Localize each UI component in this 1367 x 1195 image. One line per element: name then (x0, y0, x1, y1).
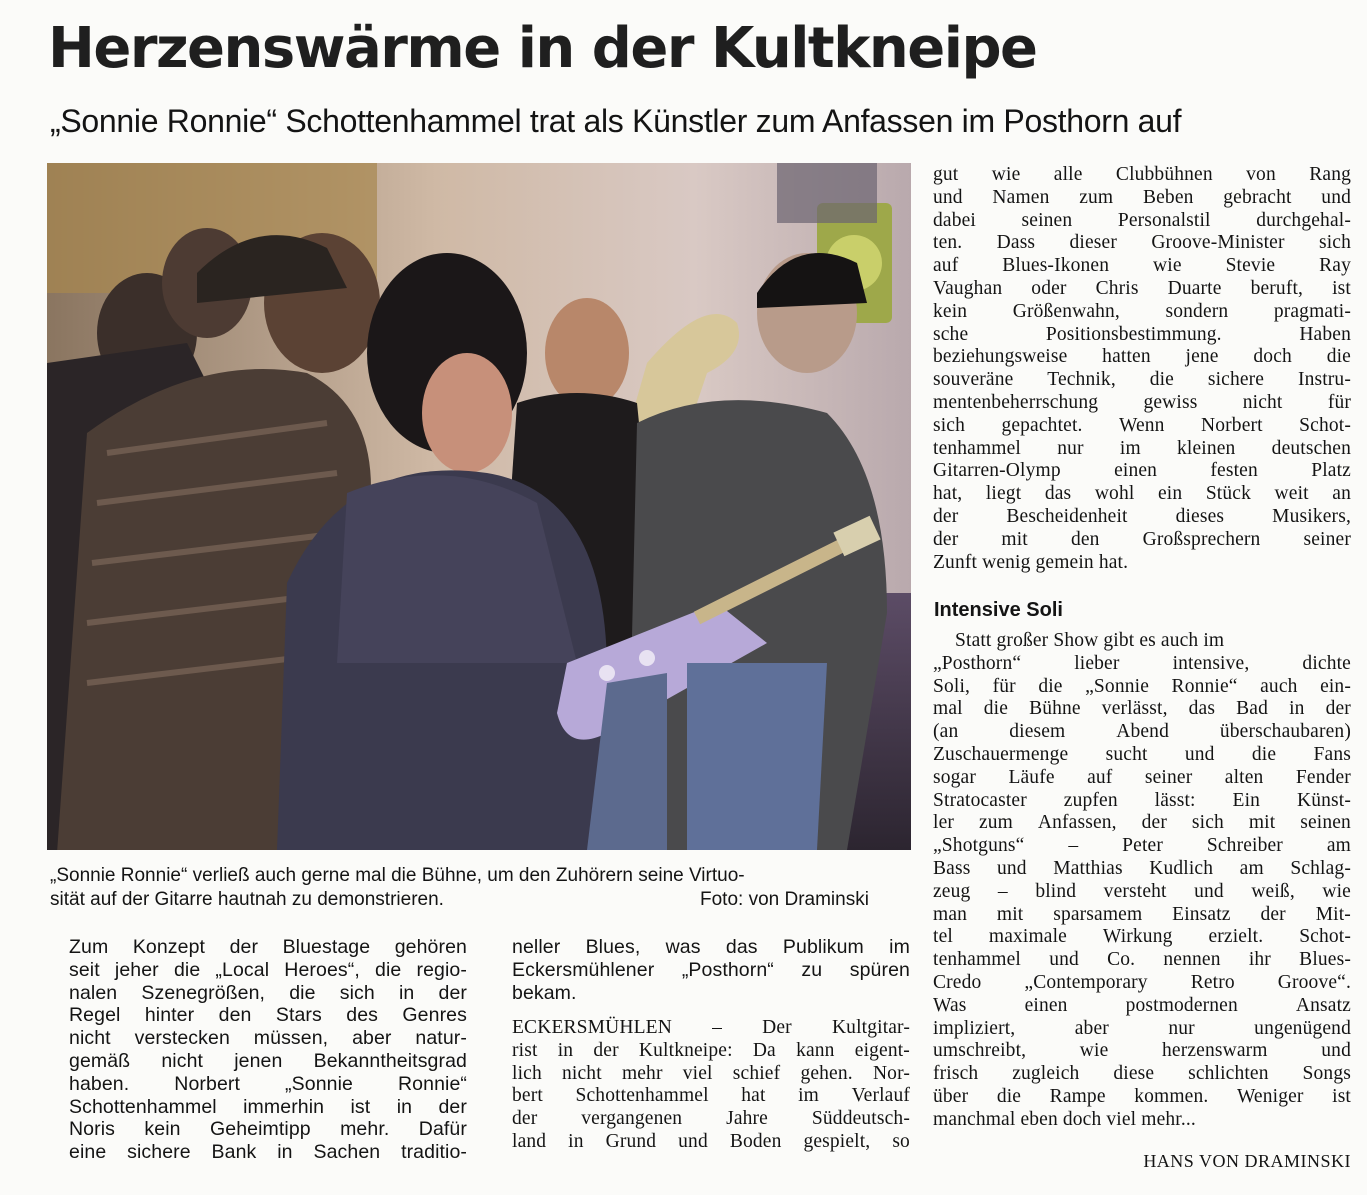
body-mid-line: lich nicht mehr viel schief gehen. Nor- (512, 1062, 910, 1084)
body-right-line: „Shotguns“ – Peter Schreiber am (933, 835, 1351, 857)
byline: HANS VON DRAMINSKI (1143, 1151, 1351, 1171)
body-right-line: ler zum Anfassen, der sich mit seinen (933, 812, 1351, 834)
intro-left-line: seit jeher die „Local Heroes“, die regio- (69, 958, 467, 981)
intro-left-line: eine sichere Bank in Sachen traditio- (69, 1141, 467, 1164)
article-photo (47, 163, 911, 850)
intro-left-line: Noris kein Geheimtipp mehr. Dafür (69, 1118, 467, 1141)
body-mid-line: der vergangenen Jahre Süddeutsch- (512, 1108, 910, 1130)
body-right-line: kein Größenwahn, sondern pragmati- (933, 300, 1351, 322)
body-mid-line: bert Schottenhammel hat im Verlauf (512, 1085, 910, 1107)
body-right-line: hat, liegt das wohl ein Stück weit an (933, 483, 1351, 505)
body-right-line: sogar Läufe auf seiner alten Fender (933, 766, 1351, 788)
body-mid-line: rist in der Kultkneipe: Da kann eigent- (512, 1039, 910, 1061)
body-right-line: Zunft wenig gemein hat. (933, 551, 1129, 573)
body-right-line: Soli, für die „Sonnie Ronnie“ auch ein- (933, 675, 1351, 697)
body-right-line: Zuschauermenge sucht und die Fans (933, 743, 1351, 765)
body-right-line: „Posthorn“ lieber intensive, dichte (933, 652, 1351, 674)
body-right-line: und Namen zum Beben gebracht und (933, 186, 1351, 208)
intro-left-line: haben. Norbert „Sonnie Ronnie“ (69, 1072, 467, 1095)
body-right-line: Gitarren-Olymp einen festen Platz (933, 460, 1351, 482)
body-right-line: der mit den Großsprechern seiner (933, 528, 1351, 550)
body-right-line: sich gepachtet. Wenn Norbert Schot- (933, 414, 1351, 436)
body-right-line: man mit sparsamem Einsatz der Mit- (933, 903, 1351, 925)
body-right-line: souveräne Technik, die sichere Instru- (933, 369, 1351, 391)
body-right-line: tenhammel und Co. nennen ihr Blues- (933, 949, 1351, 971)
body-mid-line: land in Grund und Boden gespielt, so (512, 1130, 910, 1152)
body-right-line: (an diesem Abend überschaubaren) (933, 721, 1351, 743)
intro-mid-column (512, 936, 910, 1004)
body-right-line: beziehungsweise hatten jene doch die (933, 346, 1351, 368)
body-right-line: Credo „Contemporary Retro Groove“. (933, 971, 1351, 993)
subheadline: „Sonnie Ronnie“ Schottenhammel trat als Künstler zum Anfassen im Posthorn auf (50, 103, 1182, 139)
body-right-line: über die Rampe kommen. Weniger ist (933, 1085, 1351, 1107)
body-right-top-column (933, 164, 1351, 574)
body-right-line: manchmal eben doch viel mehr... (933, 1108, 1196, 1130)
body-right-line: impliziert, aber nur ungenügend (933, 1017, 1351, 1039)
body-right-line: Was einen postmodernen Ansatz (933, 994, 1351, 1016)
body-right-line: umschreibt, wie herzenswarm und (933, 1040, 1351, 1062)
intro-left-line: nalen Szenegrößen, die sich in der (69, 981, 467, 1004)
body-right-line: frisch zugleich diese schlichten Songs (933, 1063, 1351, 1085)
intro-mid-line: neller Blues, was das Publikum im (512, 936, 910, 958)
body-right-line: Bass und Matthias Kudlich am Schlag- (933, 857, 1351, 879)
intro-mid-line: Eckersmühlener „Posthorn“ zu spüren (512, 958, 910, 981)
intro-left-line: gemäß nicht jenen Bekanntheitsgrad (69, 1049, 467, 1072)
photo-caption-line1: „Sonnie Ronnie“ verließ auch gerne mal die Bühne, um den Zuhörern seine Virtuo- (50, 865, 745, 886)
body-right-bottom-column (933, 630, 1351, 1132)
intro-left-column (69, 936, 467, 1164)
body-mid-line: ECKERSMÜHLEN – Der Kultgitar- (512, 1017, 910, 1038)
intro-left-line: Regel hinter den Stars des Genres (69, 1004, 467, 1027)
section-subhead: Intensive Soli (934, 599, 1063, 621)
body-right-line: zeug – blind versteht und weiß, wie (933, 880, 1351, 902)
photo-credit: Foto: von Draminski (700, 889, 869, 910)
body-right-line: sche Positionsbestimmung. Haben (933, 323, 1351, 345)
body-right-line: gut wie alle Clubbühnen von Rang (933, 164, 1351, 185)
body-right-line: Statt großer Show gibt es auch im (955, 630, 1225, 651)
body-right-line: Stratocaster zupfen lässt: Ein Künst- (933, 789, 1351, 811)
body-right-line: der Bescheidenheit dieses Musikers, (933, 505, 1351, 527)
headline: Herzenswärme in der Kultkneipe (48, 16, 1037, 81)
body-right-line: Vaughan oder Chris Duarte beruft, ist (933, 277, 1351, 299)
body-right-line: mal die Bühne verlässt, das Bad in der (933, 698, 1351, 720)
body-right-line: auf Blues-Ikonen wie Stevie Ray (933, 255, 1351, 277)
body-right-line: tel maximale Wirkung erzielt. Schot- (933, 926, 1351, 948)
photo-caption-line2: sität auf der Gitarre hautnah zu demonstrieren. (50, 889, 444, 910)
intro-left-line: Zum Konzept der Bluestage gehören (69, 936, 467, 958)
intro-left-line: nicht verstecken müssen, aber natur- (69, 1027, 467, 1050)
body-mid-column (512, 1017, 910, 1154)
body-right-line: dabei seinen Personalstil durchgehal- (933, 209, 1351, 231)
intro-left-line: Schottenhammel immerhin ist in der (69, 1095, 467, 1118)
body-right-line: mentenbeherrschung gewiss nicht für (933, 391, 1351, 413)
intro-mid-line: bekam. (512, 981, 577, 1004)
body-right-line: tenhammel nur im kleinen deutschen (933, 437, 1351, 459)
body-right-line: ten. Dass dieser Groove-Minister sich (933, 232, 1351, 254)
